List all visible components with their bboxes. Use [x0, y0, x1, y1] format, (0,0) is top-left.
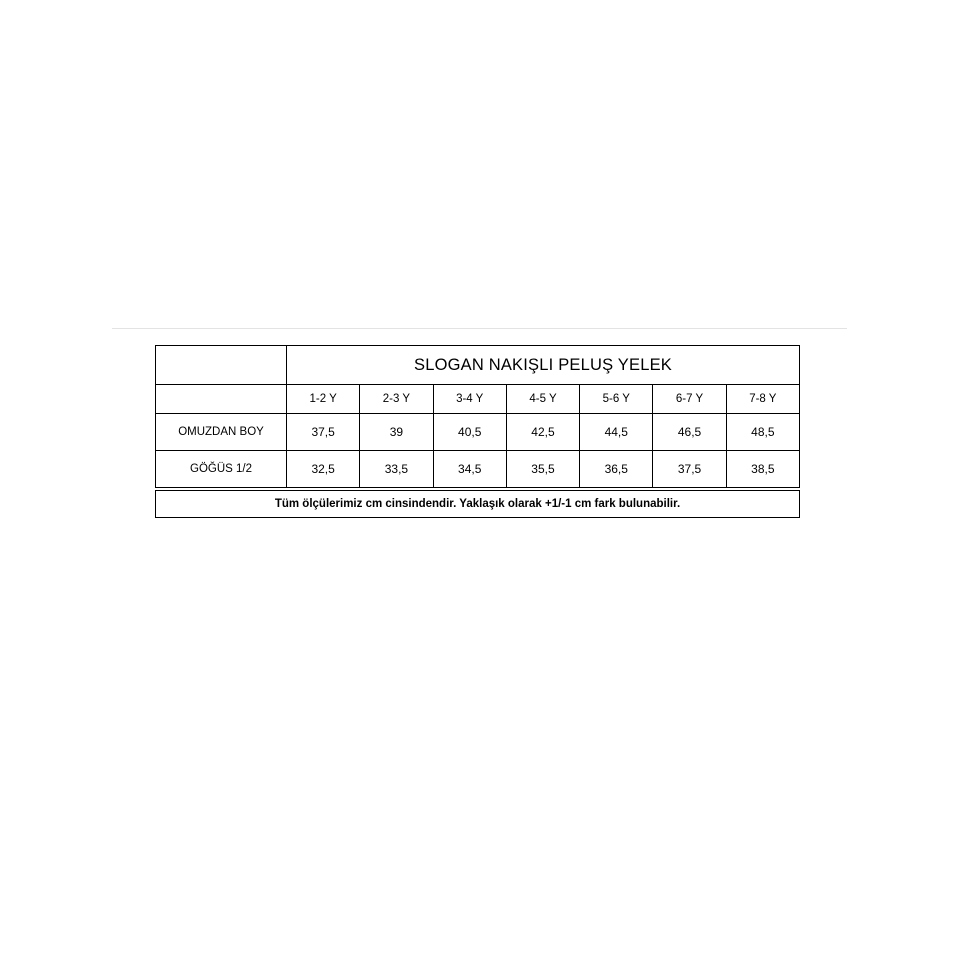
table-row	[156, 451, 800, 488]
column-header-age-2: 2-3 Y	[360, 385, 433, 414]
cell-chest-7: 38,5	[726, 451, 799, 488]
cell-chest-4: 35,5	[506, 451, 579, 488]
cell-shoulder-6: 46,5	[653, 414, 726, 451]
cell-shoulder-3: 40,5	[433, 414, 506, 451]
cell-chest-2: 33,5	[360, 451, 433, 488]
column-header-age-5: 5-6 Y	[580, 385, 653, 414]
cell-shoulder-7: 48,5	[726, 414, 799, 451]
column-header-age-6: 6-7 Y	[653, 385, 726, 414]
cell-chest-5: 36,5	[580, 451, 653, 488]
top-divider	[112, 328, 847, 329]
row-header-chest-half: GÖĞÜS 1/2	[156, 451, 287, 488]
measurement-note: Tüm ölçülerimiz cm cinsindendir. Yaklaşık olarak +1/-1 cm fark bulunabilir.	[156, 491, 800, 518]
cell-shoulder-1: 37,5	[287, 414, 360, 451]
note-table	[155, 490, 800, 518]
size-table-container	[155, 345, 800, 488]
cell-chest-1: 32,5	[287, 451, 360, 488]
cell-shoulder-5: 44,5	[580, 414, 653, 451]
cell-shoulder-4: 42,5	[506, 414, 579, 451]
column-header-age-3: 3-4 Y	[433, 385, 506, 414]
table-row	[156, 414, 800, 451]
size-table	[155, 345, 800, 488]
cell-shoulder-2: 39	[360, 414, 433, 451]
column-header-age-4: 4-5 Y	[506, 385, 579, 414]
table-row-header	[156, 385, 800, 414]
note-row	[156, 491, 800, 518]
row-header-shoulder-length: OMUZDAN BOY	[156, 414, 287, 451]
corner-cell	[156, 346, 287, 385]
column-header-age-7: 7-8 Y	[726, 385, 799, 414]
corner-cell-2	[156, 385, 287, 414]
cell-chest-3: 34,5	[433, 451, 506, 488]
cell-chest-6: 37,5	[653, 451, 726, 488]
table-row-title	[156, 346, 800, 385]
column-header-age-1: 1-2 Y	[287, 385, 360, 414]
page-title: SLOGAN NAKIŞLI PELUŞ YELEK	[287, 346, 800, 385]
